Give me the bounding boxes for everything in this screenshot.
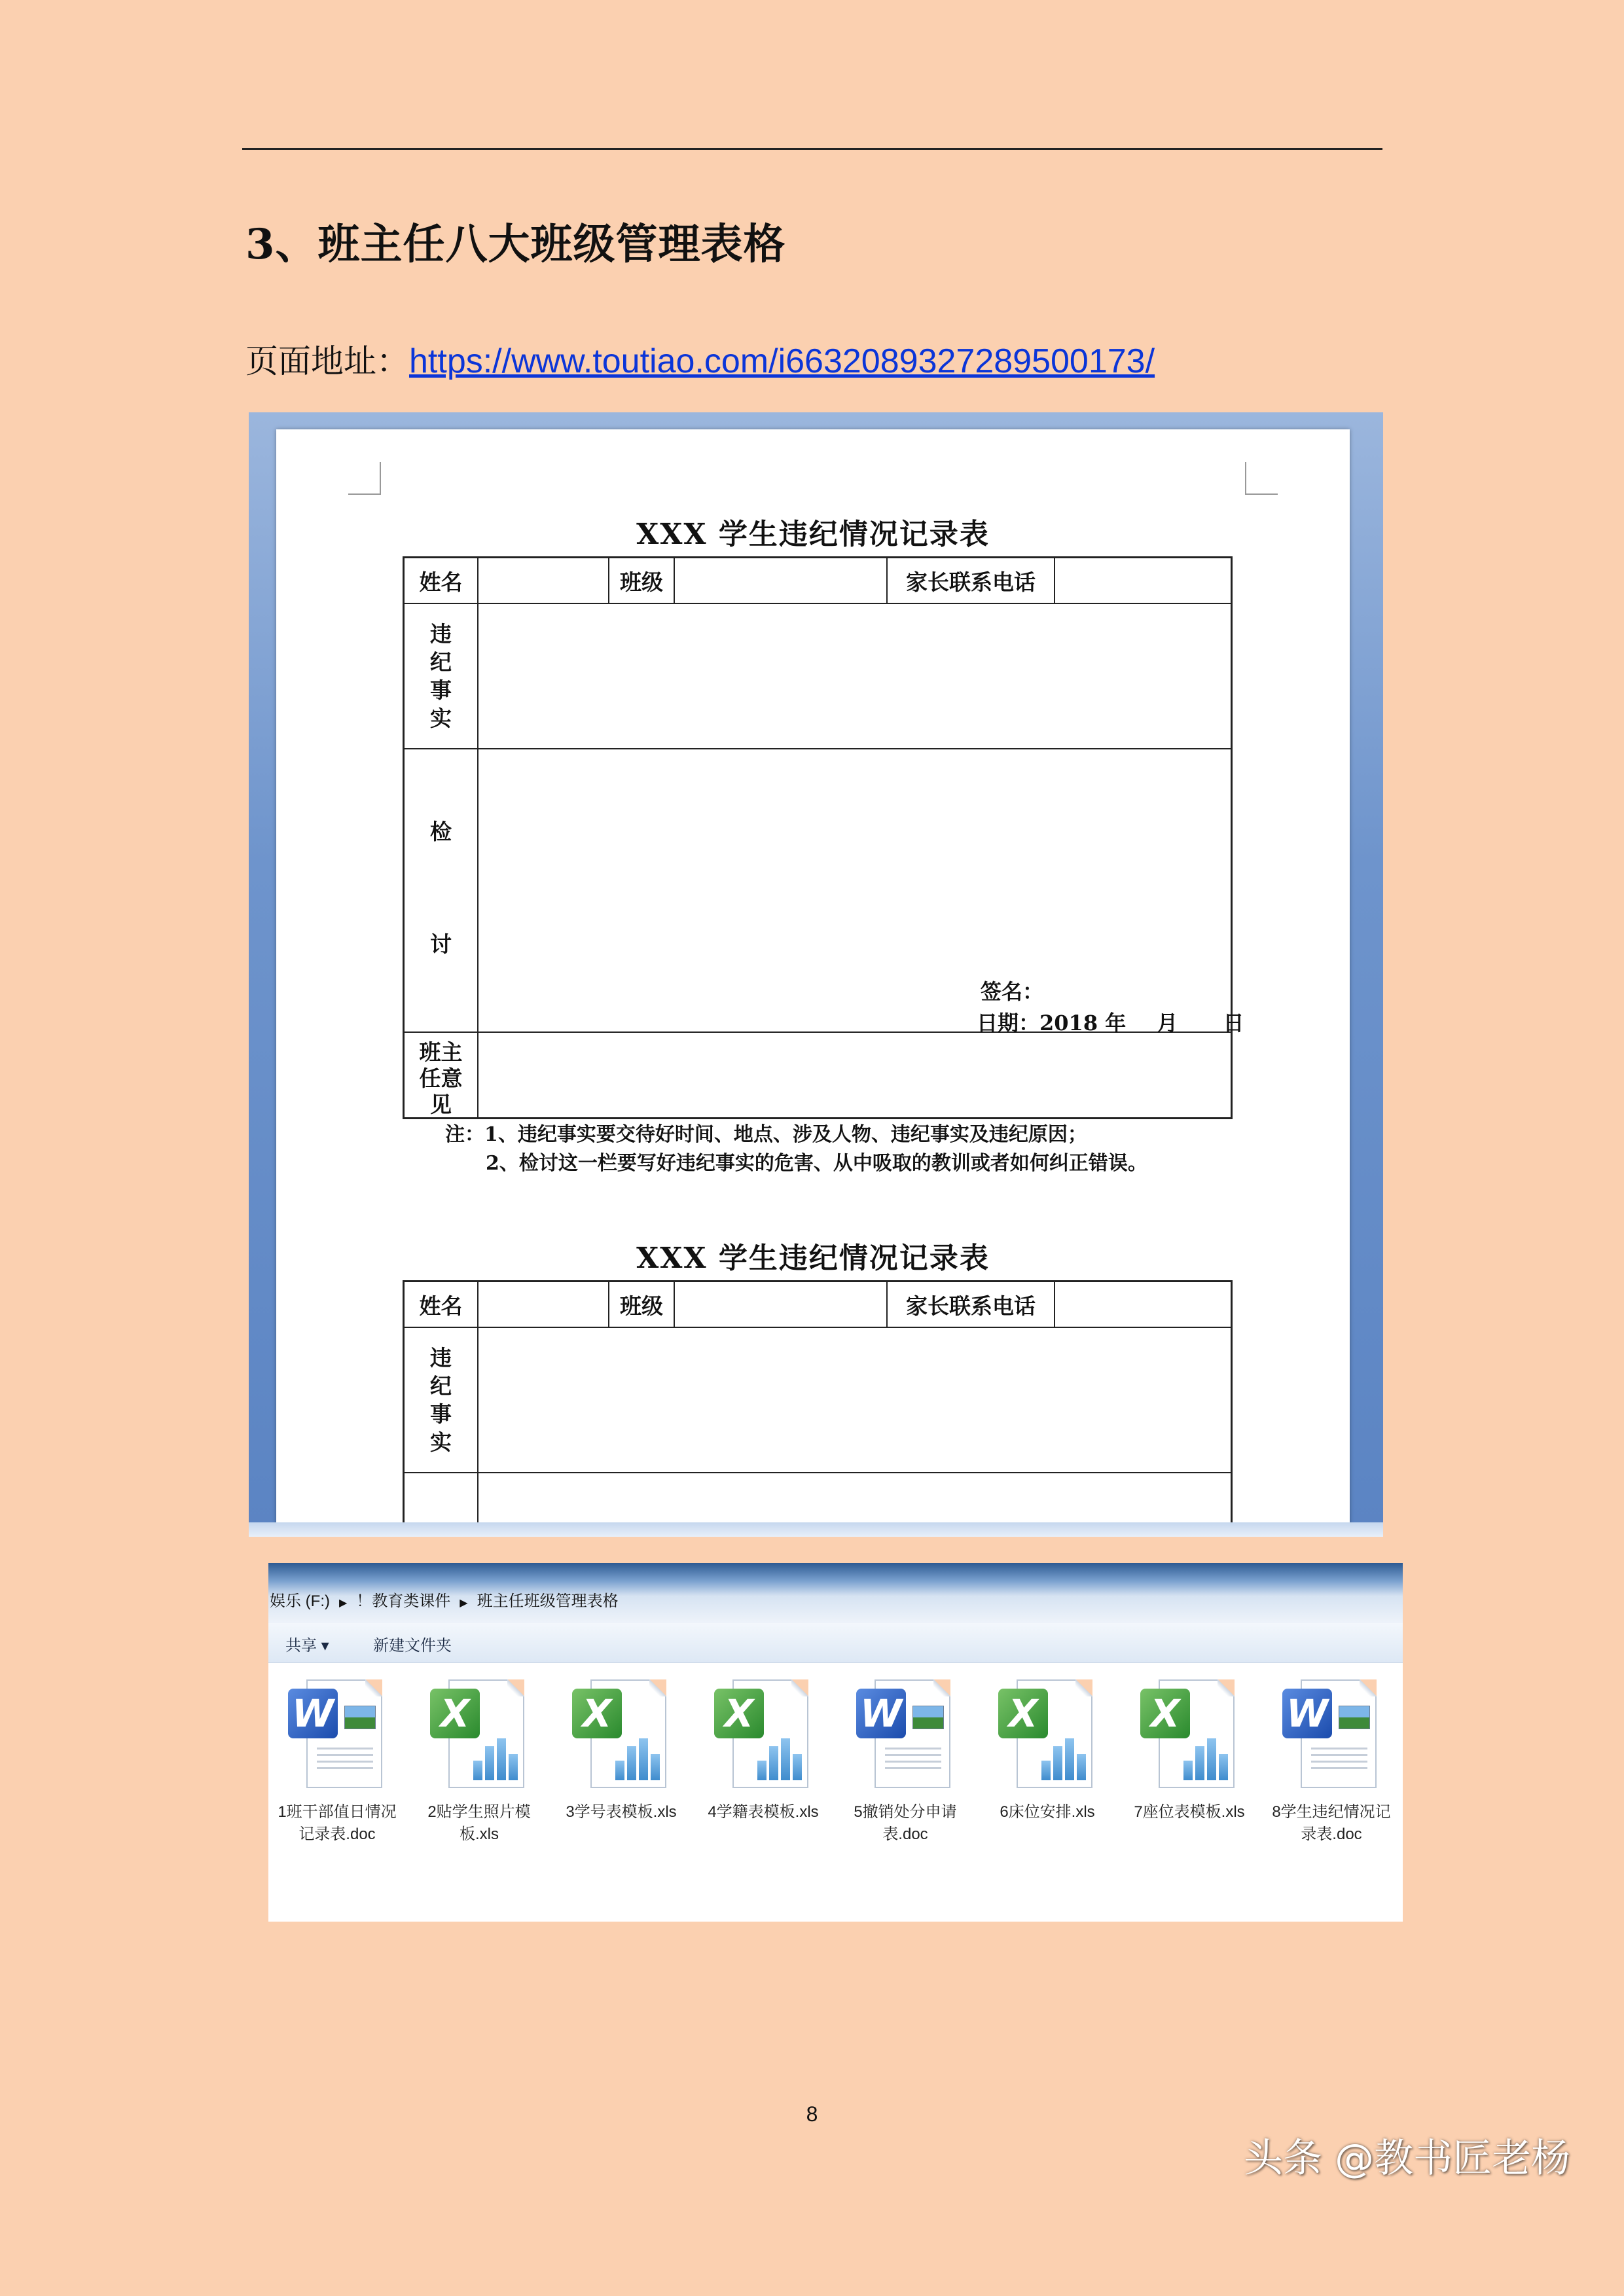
class-value <box>675 1282 888 1327</box>
file-name <box>834 1801 977 1846</box>
form-notes <box>445 1121 1147 1178</box>
margin-mark-left <box>348 462 381 495</box>
note-1: 注：1、违纪事实要交待好时间、地点、涉及人物、违纪事实及违纪原因； <box>445 1123 1087 1146</box>
file-name <box>268 1801 408 1846</box>
page-number: 8 <box>806 2102 818 2126</box>
review-char: 讨 <box>430 931 452 957</box>
file-item[interactable] <box>550 1679 693 1823</box>
explorer-toolbar <box>268 1623 1403 1663</box>
file-name-line: 4学籍表模板.xls <box>708 1803 819 1821</box>
facts-char: 实 <box>430 1429 452 1455</box>
form-title: XXX 学生违纪情况记录表 <box>636 518 990 551</box>
excel-spreadsheet-icon: X <box>1140 1679 1238 1789</box>
parent-phone-value <box>1055 558 1231 603</box>
breadcrumb-drive[interactable]: 娱乐 (F:) <box>270 1592 330 1610</box>
facts-char: 纪 <box>430 649 452 675</box>
facts-char: 事 <box>430 677 452 703</box>
share-button[interactable]: 共享 ▾ <box>285 1637 329 1655</box>
file-name-line: 2贴学生照片模 <box>427 1803 531 1821</box>
name-label: 姓名 <box>405 1282 478 1327</box>
parent-phone-value <box>1055 1282 1231 1327</box>
address-link[interactable]: https://www.toutiao.com/i6632089327289500173/ <box>409 342 1155 380</box>
file-name <box>1260 1801 1403 1846</box>
file-name <box>692 1801 835 1823</box>
excel-spreadsheet-icon: X <box>714 1679 812 1789</box>
new-folder-button[interactable]: 新建文件夹 <box>373 1637 452 1655</box>
address-bar <box>268 1563 1403 1623</box>
header-rule <box>242 148 1382 150</box>
class-label: 班级 <box>609 558 675 603</box>
file-name-line: 5撤销处分申请 <box>854 1803 957 1821</box>
file-item[interactable] <box>1260 1679 1403 1846</box>
watermark: 头条 @教书匠老杨 <box>1244 2136 1571 2181</box>
date-prefix: 日期： <box>977 1011 1040 1035</box>
breadcrumb-separator-icon: ▶ <box>460 1598 468 1609</box>
facts-row <box>405 1328 1231 1473</box>
facts-char: 实 <box>430 706 452 731</box>
file-item[interactable] <box>976 1679 1119 1823</box>
signature-label: 签名： <box>981 979 1044 1004</box>
breadcrumb <box>270 1588 619 1611</box>
discipline-record-form <box>403 556 1244 1119</box>
margin-mark-right <box>1245 462 1278 495</box>
discipline-record-form-2 <box>403 1280 1233 1537</box>
excel-spreadsheet-icon: X <box>430 1679 528 1789</box>
form-title-2: XXX 学生违纪情况记录表 <box>636 1242 990 1275</box>
breadcrumb-folder[interactable]: ！教育类课件 <box>356 1592 451 1610</box>
note-2: 2、检讨这一栏要写好违纪事实的危害、从中吸取的教训或者如何纠正错误。 <box>486 1152 1147 1175</box>
file-name-line: 8学生违纪情况记 <box>1272 1803 1391 1821</box>
word-document-icon: W <box>856 1679 954 1789</box>
file-name-line: 6床位安排.xls <box>1000 1803 1095 1821</box>
review-label <box>405 749 478 1031</box>
date-day: 日 <box>1223 1011 1244 1035</box>
file-name <box>550 1801 693 1823</box>
address-label: 页面地址： <box>245 342 409 380</box>
file-name <box>408 1801 550 1846</box>
opinion-line: 任意 <box>419 1066 463 1091</box>
class-label: 班级 <box>609 1282 675 1327</box>
file-item[interactable] <box>834 1679 977 1846</box>
review-char: 检 <box>430 819 452 844</box>
file-name-line: 表.doc <box>882 1825 928 1843</box>
breadcrumb-current-folder[interactable]: 班主任班级管理表格 <box>477 1592 619 1610</box>
facts-char: 违 <box>430 621 452 647</box>
file-name <box>976 1801 1119 1823</box>
date-month: 月 <box>1157 1011 1178 1035</box>
class-value <box>675 558 888 603</box>
file-item[interactable] <box>692 1679 835 1823</box>
word-document-icon: W <box>288 1679 386 1789</box>
opinion-line: 班主 <box>419 1039 463 1065</box>
name-value <box>478 1282 609 1327</box>
form-header-row <box>405 558 1231 604</box>
file-item[interactable] <box>408 1679 550 1846</box>
word-document-screenshot <box>249 412 1383 1537</box>
facts-row <box>405 604 1231 749</box>
review-row <box>405 749 1244 1035</box>
file-name-line: 录表.doc <box>1301 1825 1362 1843</box>
excel-spreadsheet-icon: X <box>572 1679 670 1789</box>
facts-char: 事 <box>430 1401 452 1427</box>
file-name-line: 1班干部值日情况 <box>278 1803 397 1821</box>
window-bottom-strip <box>249 1522 1383 1537</box>
file-item[interactable] <box>268 1679 408 1846</box>
facts-label <box>405 604 478 748</box>
file-name-line: 板.xls <box>460 1825 499 1843</box>
excel-spreadsheet-icon: X <box>998 1679 1096 1789</box>
facts-label <box>405 1328 478 1472</box>
form-header-row <box>405 1282 1231 1328</box>
date-year: 2018 年 <box>1039 1011 1127 1035</box>
teacher-opinion-label <box>405 1033 478 1117</box>
opinion-line: 见 <box>430 1092 452 1117</box>
facts-char: 纪 <box>430 1373 452 1399</box>
parent-phone-label: 家长联系电话 <box>888 1282 1055 1327</box>
page-address <box>245 335 1155 382</box>
file-name-line: 记录表.doc <box>298 1825 376 1843</box>
section-heading: 3、班主任八大班级管理表格 <box>245 220 786 269</box>
name-value <box>478 558 609 603</box>
file-item[interactable] <box>1118 1679 1261 1823</box>
file-explorer-screenshot <box>268 1563 1403 1922</box>
file-name-line: 7座位表模板.xls <box>1134 1803 1245 1821</box>
facts-char: 违 <box>430 1345 452 1371</box>
file-name-line: 3学号表模板.xls <box>566 1803 677 1821</box>
file-name <box>1118 1801 1261 1823</box>
word-document-icon: W <box>1282 1679 1380 1789</box>
document-page <box>276 429 1350 1537</box>
parent-phone-label: 家长联系电话 <box>888 558 1055 603</box>
breadcrumb-separator-icon: ▶ <box>338 1598 348 1609</box>
name-label: 姓名 <box>405 558 478 603</box>
teacher-opinion-row <box>405 1033 1231 1117</box>
